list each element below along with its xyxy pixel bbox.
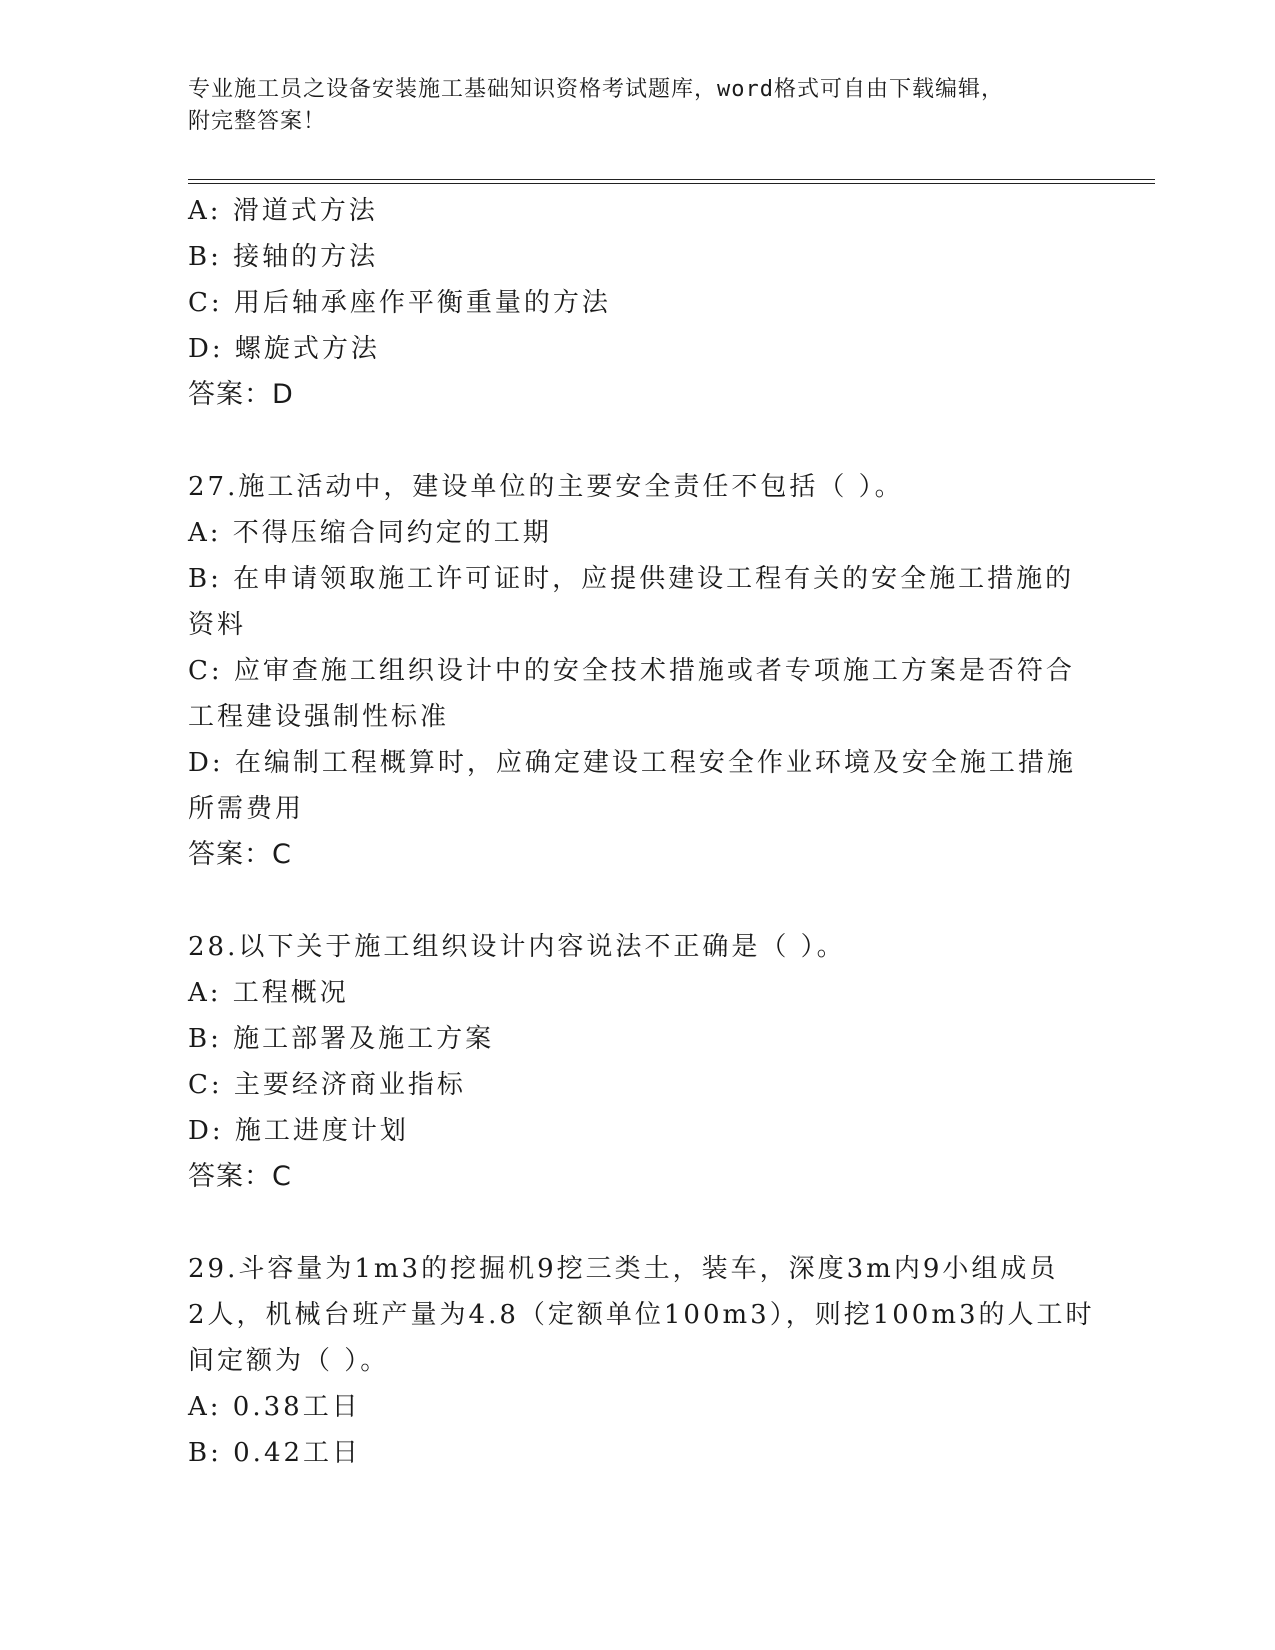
option-a: A: 不得压缩合同约定的工期 xyxy=(188,518,552,548)
answer-label: 答案：C xyxy=(188,1161,292,1192)
option-a: A: 滑道式方法 xyxy=(188,196,378,226)
header-divider-bottom xyxy=(188,183,1155,184)
option-d: D: 螺旋式方法 xyxy=(188,334,380,364)
option-d: D: 施工进度计划 xyxy=(188,1116,409,1146)
option-c-line-2: 工程建设强制性标准 xyxy=(188,702,450,732)
spacer xyxy=(188,418,1088,464)
question-block-27 xyxy=(188,464,1088,878)
header-line-1: 专业施工员之设备安装施工基础知识资格考试题库，word格式可自由下载编辑， xyxy=(188,77,1004,102)
option-c: C: 主要经济商业指标 xyxy=(188,1070,466,1100)
option-b-line-2: 资料 xyxy=(188,610,247,640)
option-d-line-1: D: 在编制工程概算时，应确定建设工程安全作业环境及安全施工措施 xyxy=(188,748,1076,778)
question-text-line-3: 间定额为（ ）。 xyxy=(188,1346,390,1376)
header-divider-top xyxy=(188,179,1155,180)
answer-label: 答案：D xyxy=(188,379,294,410)
spacer xyxy=(188,878,1088,924)
question-block-28 xyxy=(188,924,1088,1200)
option-c: C: 用后轴承座作平衡重量的方法 xyxy=(188,288,611,318)
question-list xyxy=(188,188,1095,1476)
option-b: B: 施工部署及施工方案 xyxy=(188,1024,495,1054)
question-block-previous xyxy=(188,188,1088,418)
option-a: A: 工程概况 xyxy=(188,978,349,1008)
spacer xyxy=(188,1200,1088,1246)
question-text: 27.施工活动中，建设单位的主要安全责任不包括（ ）。 xyxy=(188,472,904,502)
header-line-2: 附完整答案！ xyxy=(188,109,327,134)
question-block-29 xyxy=(188,1246,1095,1476)
option-b-line-1: B: 在申请领取施工许可证时，应提供建设工程有关的安全施工措施的 xyxy=(188,564,1075,594)
question-text-line-2: 2人，机械台班产量为4.8（定额单位100m3），则挖100m3的人工时 xyxy=(188,1300,1095,1330)
option-b: B: 接轴的方法 xyxy=(188,242,379,272)
document-header xyxy=(188,74,1088,138)
option-c-line-1: C: 应审查施工组织设计中的安全技术措施或者专项施工方案是否符合 xyxy=(188,656,1075,686)
answer-label: 答案：C xyxy=(188,839,292,870)
option-a: A: 0.38工日 xyxy=(188,1392,361,1422)
option-b: B: 0.42工日 xyxy=(188,1438,362,1468)
question-text: 28.以下关于施工组织设计内容说法不正确是（ ）。 xyxy=(188,932,846,962)
option-d-line-2: 所需费用 xyxy=(188,794,305,824)
question-text-line-1: 29.斗容量为1m3的挖掘机9挖三类土，装车，深度3m内9小组成员 xyxy=(188,1254,1059,1284)
